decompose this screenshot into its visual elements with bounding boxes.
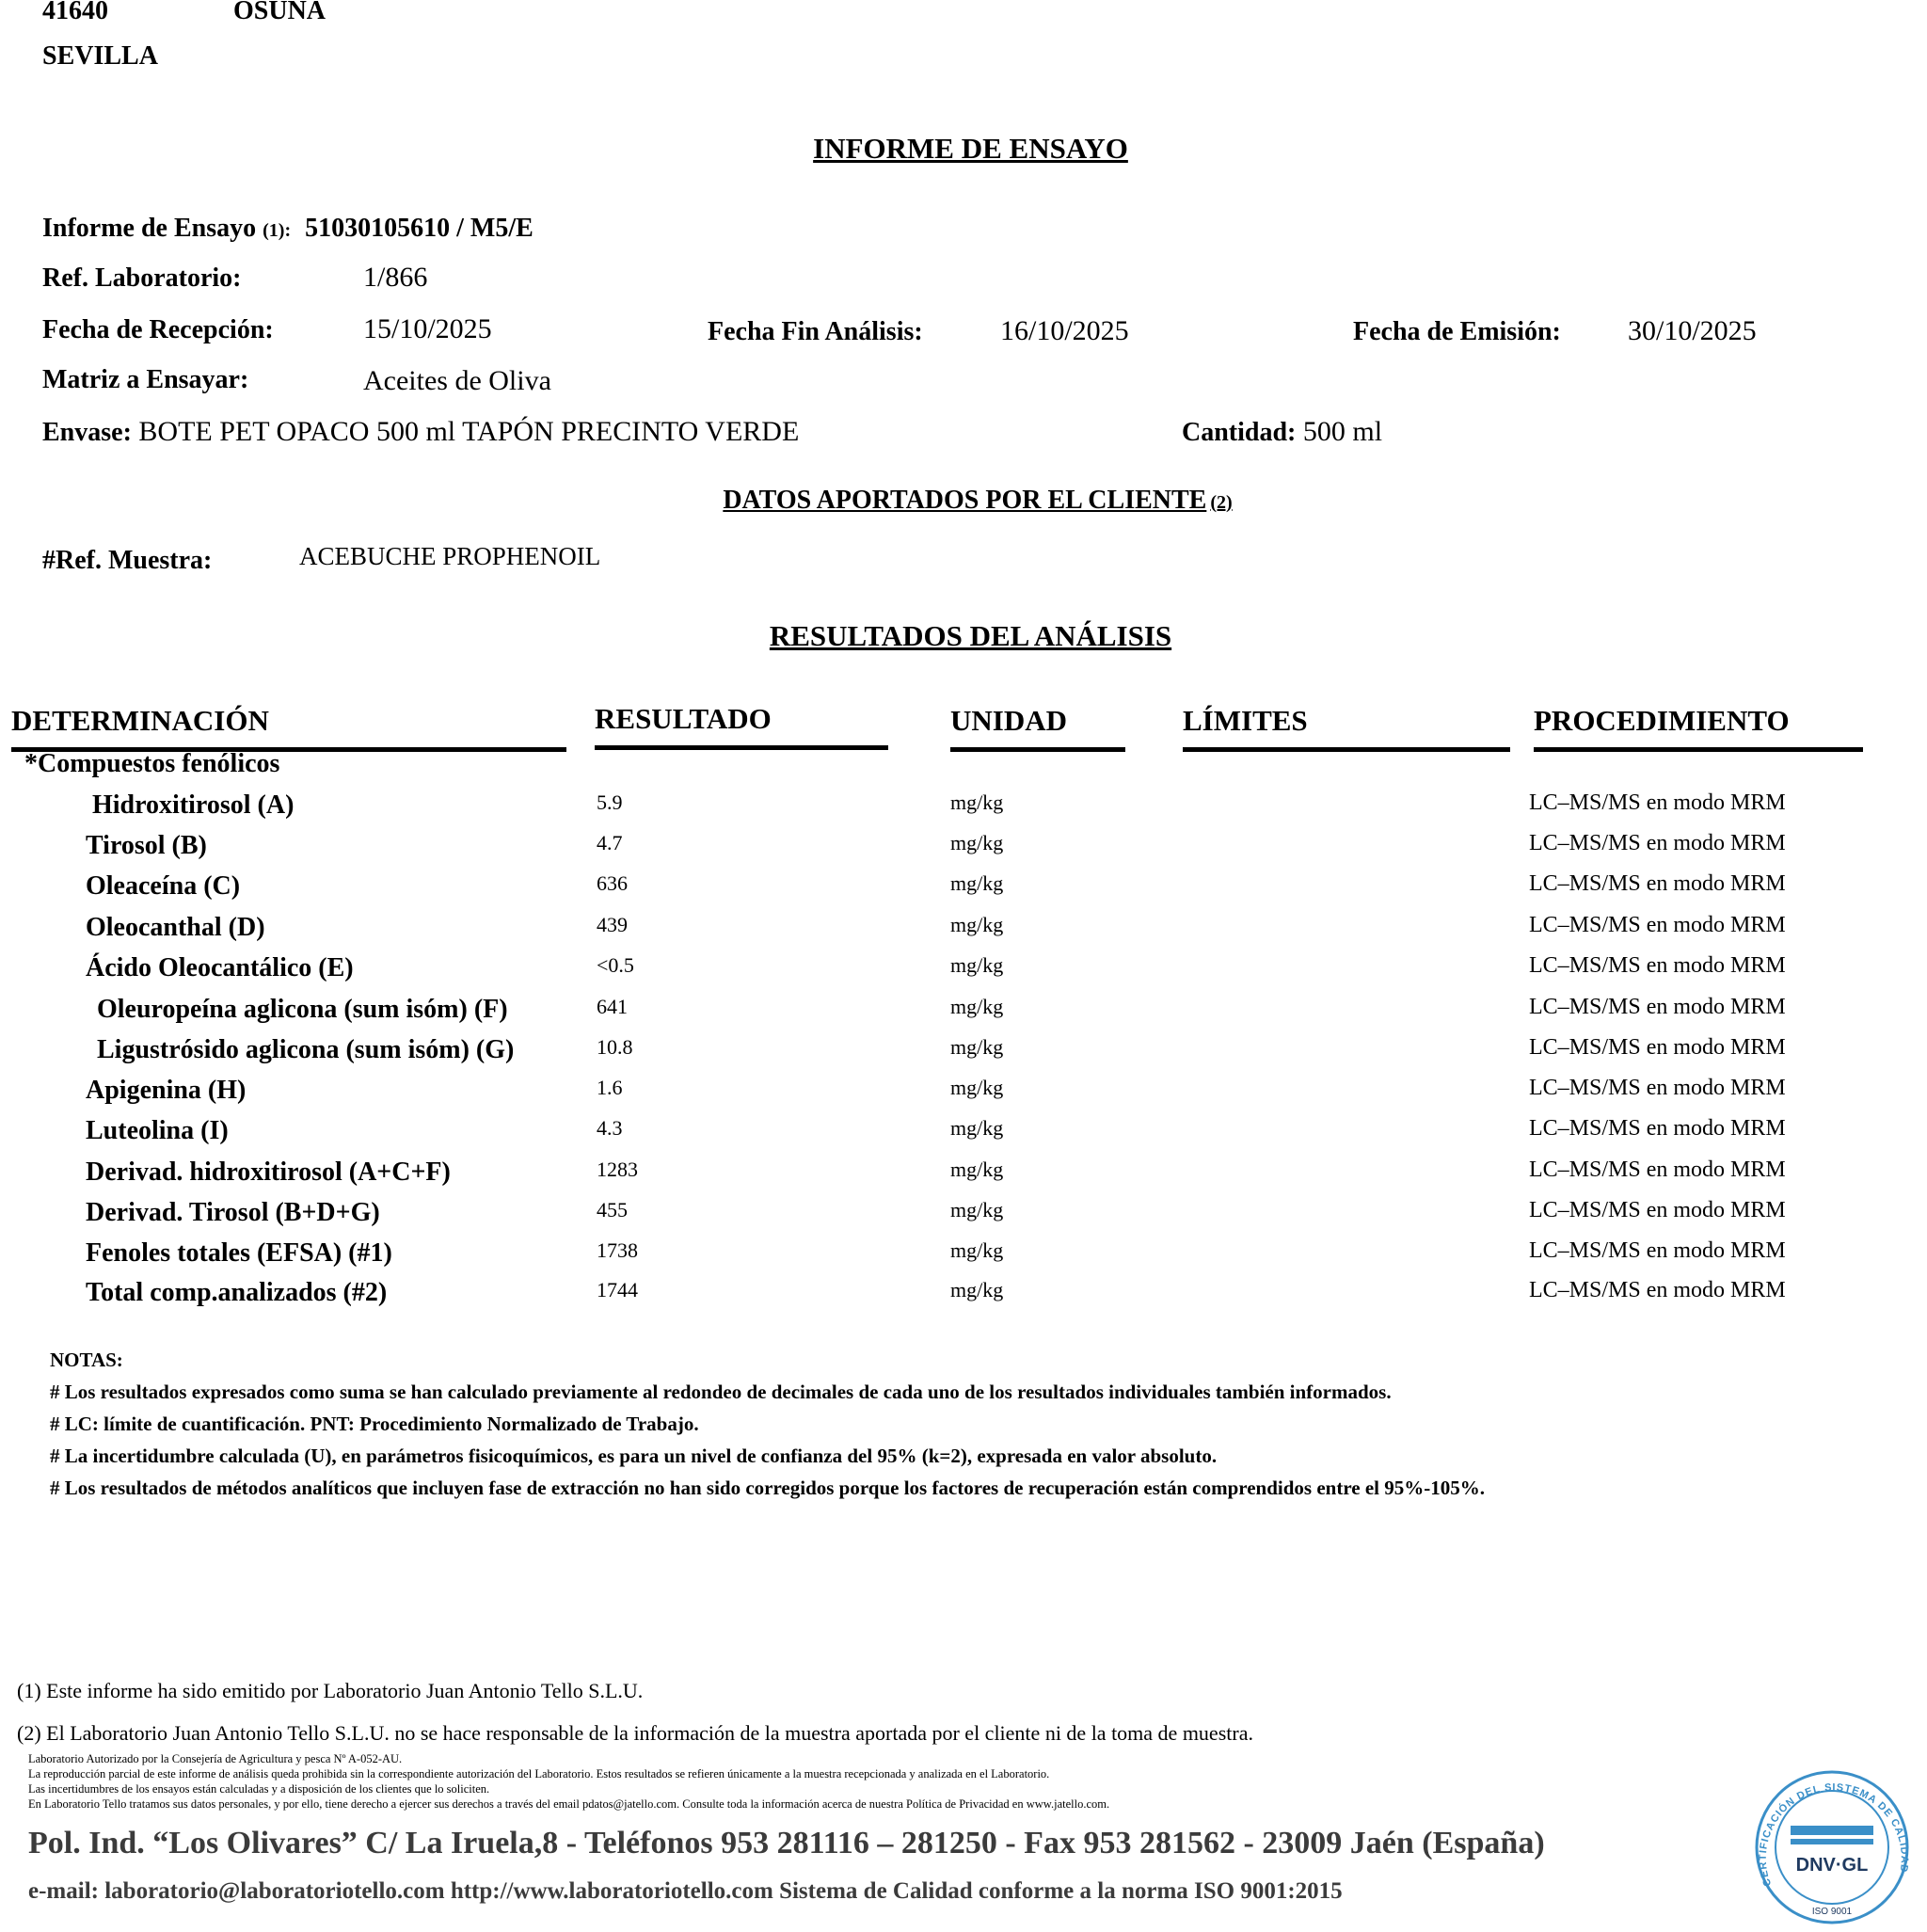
- table-row: [0, 871, 1927, 909]
- analysis-end-label: Fecha Fin Análisis:: [708, 317, 923, 346]
- reception-date-label: Fecha de Recepción:: [42, 315, 274, 344]
- row-determination: Ligustrósido aglicona (sum isóm) (G): [97, 1035, 515, 1064]
- issue-date-value: 30/10/2025: [1628, 315, 1757, 346]
- lab-contact-line: e-mail: laboratorio@laboratoriotello.com http://www.laboratoriotello.com Sistema de Calidad conforme a la norma ISO 9001:2015: [28, 1878, 1343, 1904]
- client-postal-code: 41640: [42, 0, 108, 25]
- seal-brand: DNV·GL: [1795, 1855, 1869, 1876]
- report-number-label: Informe de Ensayo: [42, 214, 257, 243]
- row-unit: mg/kg: [950, 1158, 1004, 1181]
- row-procedure: LC–MS/MS en modo MRM: [1529, 871, 1786, 896]
- row-determination: Oleaceína (C): [86, 871, 241, 901]
- client-data-heading-note: (2): [1210, 492, 1233, 513]
- report-number-value: 51030105610 / M5/E: [305, 214, 534, 243]
- row-unit: mg/kg: [950, 1035, 1004, 1059]
- column-header-determination: DETERMINACIÓN: [11, 704, 566, 752]
- row-result: 4.3: [597, 1116, 623, 1140]
- row-unit: mg/kg: [950, 790, 1004, 814]
- row-unit: mg/kg: [950, 1238, 1004, 1262]
- row-determination: Tirosol (B): [86, 831, 207, 860]
- row-procedure: LC–MS/MS en modo MRM: [1529, 1238, 1786, 1263]
- row-determination: Luteolina (I): [86, 1116, 229, 1145]
- reception-date-value: 15/10/2025: [363, 313, 492, 344]
- quantity-row: [1182, 416, 1382, 448]
- note-item: # La incertidumbre calculada (U), en parámetros fisicoquímicos, es para un nivel de confianza del 95% (k=2), expresada en valor absoluto.: [50, 1445, 1218, 1467]
- row-procedure: LC–MS/MS en modo MRM: [1529, 1278, 1786, 1302]
- table-row: [0, 1076, 1927, 1113]
- row-result: 1744: [597, 1278, 638, 1301]
- row-result: 5.9: [597, 790, 623, 814]
- table-row: [0, 1116, 1927, 1154]
- row-unit: mg/kg: [950, 1076, 1004, 1099]
- row-result: 439: [597, 913, 628, 936]
- row-unit: mg/kg: [950, 1116, 1004, 1140]
- row-result: 455: [597, 1198, 628, 1221]
- dnv-gl-seal-icon: [1745, 1758, 1919, 1932]
- results-heading: RESULTADOS DEL ANÁLISIS: [769, 619, 1172, 652]
- row-procedure: LC–MS/MS en modo MRM: [1529, 1076, 1786, 1100]
- row-determination: Apigenina (H): [86, 1076, 247, 1105]
- report-title: INFORME DE ENSAYO: [813, 132, 1128, 165]
- column-header-result: RESULTADO: [595, 702, 888, 750]
- legal-line: La reproducción parcial de este informe de análisis queda prohibida sin la correspondiente autorización del Laboratorio. Estos resultados se refieren únicamente a la muestra recepcionada y analizada en el Laboratorio.: [28, 1767, 1050, 1780]
- notes-section: [50, 1344, 1847, 1504]
- row-procedure: LC–MS/MS en modo MRM: [1529, 913, 1786, 937]
- row-procedure: LC–MS/MS en modo MRM: [1529, 995, 1786, 1019]
- client-data-heading: [0, 486, 1927, 516]
- row-unit: mg/kg: [950, 1198, 1004, 1221]
- legal-line: Las incertidumbres de los ensayos están calculadas y a disposición de los clientes que lo soliciten.: [28, 1782, 490, 1796]
- sample-ref-label: #Ref. Muestra:: [42, 546, 213, 575]
- issue-date-label: Fecha de Emisión:: [1353, 317, 1561, 346]
- row-result: 4.7: [597, 831, 623, 854]
- column-header-unit: UNIDAD: [950, 704, 1125, 752]
- footnote-1: (1) Este informe ha sido emitido por Laboratorio Juan Antonio Tello S.L.U.: [17, 1679, 644, 1702]
- note-item: # Los resultados expresados como suma se han calculado previamente al redondeo de decimales de cada uno de los resultados individuales también informados.: [50, 1381, 1392, 1403]
- row-procedure: LC–MS/MS en modo MRM: [1529, 953, 1786, 978]
- row-procedure: LC–MS/MS en modo MRM: [1529, 1116, 1786, 1141]
- row-determination: Ácido Oleocantálico (E): [86, 953, 354, 982]
- matrix-label: Matriz a Ensayar:: [42, 365, 249, 394]
- note-item: # Los resultados de métodos analíticos que incluyen fase de extracción no han sido corregidos porque los factores de recuperación están comprendidos entre el 95%-105%.: [50, 1477, 1486, 1499]
- table-row: [0, 953, 1927, 991]
- row-unit: mg/kg: [950, 1278, 1004, 1301]
- column-header-limits: LÍMITES: [1183, 704, 1510, 752]
- row-determination: Derivad. hidroxitirosol (A+C+F): [86, 1158, 451, 1187]
- row-unit: mg/kg: [950, 831, 1004, 854]
- quantity-label: Cantidad:: [1182, 418, 1297, 447]
- sample-ref-value: ACEBUCHE PROPHENOIL: [299, 542, 601, 570]
- row-procedure: LC–MS/MS en modo MRM: [1529, 1198, 1786, 1222]
- note-item: # LC: límite de cuantificación. PNT: Procedimiento Normalizado de Trabajo.: [50, 1413, 699, 1435]
- legal-line: En Laboratorio Tello tratamos sus datos personales, y por ello, tiene derecho a ejercer sus derechos a través del email pdatos@jatello.com. Consulte toda la información acerca de nuestra Política de Privacidad en www.jatello.com.: [28, 1797, 1110, 1811]
- table-row: [0, 995, 1927, 1032]
- table-row: [0, 1238, 1927, 1276]
- lab-ref-value: 1/866: [363, 262, 428, 293]
- legal-line: Laboratorio Autorizado por la Consejería de Agricultura y pesca Nº A-052-AU.: [28, 1752, 403, 1765]
- row-procedure: LC–MS/MS en modo MRM: [1529, 1158, 1786, 1182]
- row-determination: Oleocanthal (D): [86, 913, 265, 942]
- row-result: 636: [597, 871, 628, 895]
- analysis-end-value: 16/10/2025: [1000, 315, 1129, 346]
- row-procedure: LC–MS/MS en modo MRM: [1529, 790, 1786, 815]
- row-determination: Fenoles totales (EFSA) (#1): [86, 1238, 392, 1268]
- table-row: [0, 1198, 1927, 1236]
- row-procedure: LC–MS/MS en modo MRM: [1529, 831, 1786, 855]
- row-unit: mg/kg: [950, 913, 1004, 936]
- row-determination: Hidroxitirosol (A): [92, 790, 295, 820]
- seal-ring-text: CERTIFICACIÓN DEL SISTEMA DE CALIDAD: [1757, 1781, 1910, 1888]
- table-row: [0, 913, 1927, 950]
- lab-ref-label: Ref. Laboratorio:: [42, 263, 242, 293]
- table-row: [0, 790, 1927, 828]
- table-row: [0, 1278, 1927, 1316]
- row-result: 10.8: [597, 1035, 633, 1059]
- container-label: Envase:: [42, 418, 132, 447]
- lab-address: Pol. Ind. “Los Olivares” C/ La Iruela,8 - Teléfonos 953 281116 – 281250 - Fax 953 281562 - 23009 Jaén (España): [28, 1826, 1545, 1860]
- group-label: *Compuestos fenólicos: [24, 749, 280, 778]
- row-unit: mg/kg: [950, 995, 1004, 1018]
- container-row: [42, 416, 799, 448]
- quantity-value: 500 ml: [1302, 416, 1383, 447]
- container-value: BOTE PET OPACO 500 ml TAPÓN PRECINTO VERDE: [138, 416, 800, 447]
- client-province: SEVILLA: [42, 41, 158, 71]
- report-number-note: (1):: [263, 220, 292, 241]
- row-unit: mg/kg: [950, 871, 1004, 895]
- row-determination: Oleuropeína aglicona (sum isóm) (F): [97, 995, 508, 1024]
- client-data-heading-text: DATOS APORTADOS POR EL CLIENTE: [723, 486, 1207, 515]
- row-result: 1.6: [597, 1076, 623, 1099]
- row-unit: mg/kg: [950, 953, 1004, 977]
- seal-standard: ISO 9001: [1811, 1907, 1853, 1917]
- row-determination: Derivad. Tirosol (B+D+G): [86, 1198, 380, 1227]
- table-row: [0, 1158, 1927, 1195]
- column-header-procedure: PROCEDIMIENTO: [1534, 704, 1863, 752]
- matrix-value: Aceites de Oliva: [363, 365, 551, 396]
- report-number-row: [42, 214, 534, 244]
- row-determination: Total comp.analizados (#2): [86, 1278, 388, 1307]
- notes-heading: NOTAS:: [50, 1349, 123, 1371]
- row-result: <0.5: [597, 953, 634, 977]
- footnote-2: (2) El Laboratorio Juan Antonio Tello S.L.U. no se hace responsable de la información de la muestra aportada por el cliente ni de la toma de muestra.: [17, 1721, 1253, 1745]
- row-procedure: LC–MS/MS en modo MRM: [1529, 1035, 1786, 1060]
- client-city: OSUNA: [233, 0, 326, 25]
- table-row: [0, 1035, 1927, 1073]
- row-result: 1283: [597, 1158, 638, 1181]
- row-result: 641: [597, 995, 628, 1018]
- table-row: [0, 831, 1927, 869]
- row-result: 1738: [597, 1238, 638, 1262]
